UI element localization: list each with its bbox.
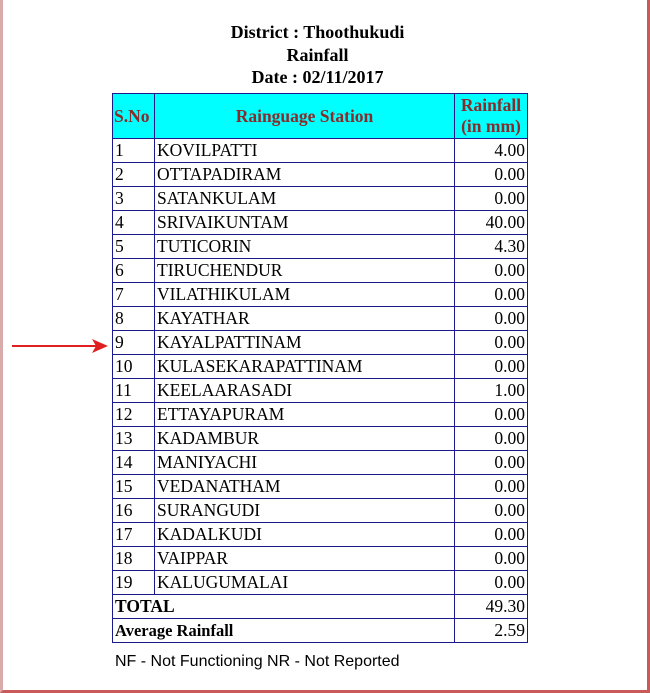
table-row xyxy=(113,571,528,595)
total-label: TOTAL xyxy=(113,595,455,619)
row-station: TIRUCHENDUR xyxy=(155,259,455,283)
row-station: SRIVAIKUNTAM xyxy=(155,211,455,235)
row-station: KAYATHAR xyxy=(155,307,455,331)
row-sno: 14 xyxy=(113,451,155,475)
row-station: VEDANATHAM xyxy=(155,475,455,499)
table-row xyxy=(113,139,528,163)
row-rainfall: 0.00 xyxy=(455,331,528,355)
row-sno: 7 xyxy=(113,283,155,307)
row-rainfall: 0.00 xyxy=(455,571,528,595)
column-header-rainfall xyxy=(455,94,528,139)
column-header-sno: S.No xyxy=(113,94,155,139)
column-header-station: Rainguage Station xyxy=(155,94,455,139)
row-station: KALUGUMALAI xyxy=(155,571,455,595)
table-row xyxy=(113,379,528,403)
row-rainfall: 0.00 xyxy=(455,523,528,547)
subject-title: Rainfall xyxy=(286,44,349,65)
row-sno: 13 xyxy=(113,427,155,451)
table-row xyxy=(113,523,528,547)
average-row xyxy=(113,619,528,643)
rainfall-table xyxy=(112,93,528,643)
row-sno: 17 xyxy=(113,523,155,547)
row-rainfall: 0.00 xyxy=(455,163,528,187)
table-row xyxy=(113,163,528,187)
table-row xyxy=(113,355,528,379)
row-station: OTTAPADIRAM xyxy=(155,163,455,187)
row-sno: 15 xyxy=(113,475,155,499)
row-rainfall: 4.00 xyxy=(455,139,528,163)
row-station: KADALKUDI xyxy=(155,523,455,547)
row-rainfall: 0.00 xyxy=(455,187,528,211)
row-station: KULASEKARAPATTINAM xyxy=(155,355,455,379)
row-sno: 8 xyxy=(113,307,155,331)
row-sno: 10 xyxy=(113,355,155,379)
footnote: NF - Not Functioning NR - Not Reported xyxy=(115,653,400,670)
average-label: Average Rainfall xyxy=(113,619,455,643)
table-row xyxy=(113,427,528,451)
row-sno: 12 xyxy=(113,403,155,427)
row-rainfall: 0.00 xyxy=(455,451,528,475)
row-rainfall: 0.00 xyxy=(455,307,528,331)
row-rainfall: 0.00 xyxy=(455,499,528,523)
row-sno: 16 xyxy=(113,499,155,523)
row-station: KADAMBUR xyxy=(155,427,455,451)
row-sno: 2 xyxy=(113,163,155,187)
table-row xyxy=(113,307,528,331)
row-rainfall: 0.00 xyxy=(455,475,528,499)
table-row xyxy=(113,403,528,427)
row-station: KEELAARASADI xyxy=(155,379,455,403)
row-sno: 9 xyxy=(113,331,155,355)
table-row xyxy=(113,211,528,235)
table-row xyxy=(113,331,528,355)
row-rainfall: 0.00 xyxy=(455,355,528,379)
row-rainfall: 1.00 xyxy=(455,379,528,403)
row-station: SURANGUDI xyxy=(155,499,455,523)
row-sno: 1 xyxy=(113,139,155,163)
report-date: Date : 02/11/2017 xyxy=(251,67,384,87)
row-rainfall: 0.00 xyxy=(455,259,528,283)
table-row xyxy=(113,547,528,571)
table-row xyxy=(113,283,528,307)
table-row xyxy=(113,259,528,283)
row-rainfall: 0.00 xyxy=(455,427,528,451)
table-header-row xyxy=(113,94,528,139)
district-title: District : Thoothukudi xyxy=(230,22,405,42)
row-sno: 5 xyxy=(113,235,155,259)
table-row xyxy=(113,187,528,211)
row-sno: 3 xyxy=(113,187,155,211)
row-station: TUTICORIN xyxy=(155,235,455,259)
row-station: VAIPPAR xyxy=(155,547,455,571)
table-row xyxy=(113,499,528,523)
table-row xyxy=(113,451,528,475)
row-rainfall: 40.00 xyxy=(455,211,528,235)
row-station: MANIYACHI xyxy=(155,451,455,475)
report-heading xyxy=(0,21,650,89)
row-sno: 11 xyxy=(113,379,155,403)
average-value: 2.59 xyxy=(455,619,528,643)
row-sno: 6 xyxy=(113,259,155,283)
rainfall-header-line2: (in mm) xyxy=(461,116,521,136)
table-body xyxy=(113,139,528,595)
row-sno: 4 xyxy=(113,211,155,235)
row-rainfall: 4.30 xyxy=(455,235,528,259)
row-rainfall: 0.00 xyxy=(455,403,528,427)
row-rainfall: 0.00 xyxy=(455,283,528,307)
row-station: KOVILPATTI xyxy=(155,139,455,163)
row-sno: 18 xyxy=(113,547,155,571)
row-station: KAYALPATTINAM xyxy=(155,331,455,355)
total-row xyxy=(113,595,528,619)
table-row xyxy=(113,475,528,499)
row-station: ETTAYAPURAM xyxy=(155,403,455,427)
rainfall-header-line1: Rainfall xyxy=(460,95,522,115)
row-sno: 19 xyxy=(113,571,155,595)
total-value: 49.30 xyxy=(455,595,528,619)
red-arrow-icon xyxy=(12,336,108,356)
table-row xyxy=(113,235,528,259)
row-station: VILATHIKULAM xyxy=(155,283,455,307)
row-rainfall: 0.00 xyxy=(455,547,528,571)
row-station: SATANKULAM xyxy=(155,187,455,211)
